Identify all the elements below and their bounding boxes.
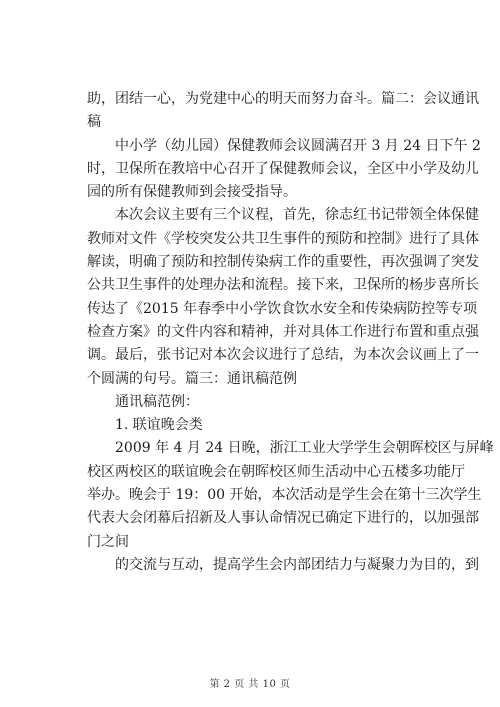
text-line: 本次会议主要有三个议程，首先，徐志红书记带领全体保健 <box>115 207 479 224</box>
text-line: 传达了《2015 年春季中小学饮食饮水安全和传染病防控等专项 <box>87 300 478 317</box>
text-line: 个圆满的句号。篇三：通讯稿范例 <box>87 370 297 387</box>
text-line: 中小学（幼儿园）保健教师会议圆满召开 3 月 24 日下午 2 <box>115 137 481 154</box>
text-line: 检查方案》的文件内容和精神，并对具体工作进行布置和重点强 <box>87 323 479 340</box>
text-line: 解读，明确了预防和控制传染病工作的重要性，再次强调了突发 <box>87 254 479 271</box>
text-line: 通讯稿范例： <box>115 393 199 410</box>
text-line: 公共卫生事件的处理办法和流程。接下来，卫保所的杨步喜所长 <box>87 277 479 294</box>
document-body <box>87 88 494 577</box>
text-line: 调。最后，张书记对本次会议进行了总结，为本次会议画上了一 <box>87 347 479 364</box>
text-line: 2009 年 4 月 24 日晚，浙江工业大学学生会朝晖校区与屏峰 <box>115 440 494 457</box>
text-line: 的交流与互动，提高学生会内部团结力与凝聚力为目的，到 <box>115 556 479 573</box>
text-line: 教师对文件《学校突发公共卫生事件的预防和控制》进行了具体 <box>87 230 479 247</box>
text-line: 1. 联谊晚会类 <box>115 417 203 434</box>
page-footer: 第 2 页 共 10 页 <box>209 679 291 690</box>
text-line: 园的所有保健教师到会接受指导。 <box>87 184 297 201</box>
text-line: 举办。晚会于 19：00 开始，本次活动是学生会在第十三次学生 <box>87 487 482 504</box>
text-line: 代表大会闭幕后招新及人事认命情况已确定下进行的，以加强部 <box>87 510 479 527</box>
text-line: 时，卫保所在教培中心召开了保健教师会议，全区中小学及幼儿 <box>87 160 479 177</box>
text-line: 校区两校区的联谊晚会在朝晖校区师生活动中心五楼多功能厅 <box>87 463 465 480</box>
text-line: 助，团结一心，为党建中心的明天而努力奋斗。篇二：会议通讯 <box>87 91 479 107</box>
text-line: 稿 <box>87 114 101 131</box>
text-line: 门之间 <box>87 533 129 550</box>
